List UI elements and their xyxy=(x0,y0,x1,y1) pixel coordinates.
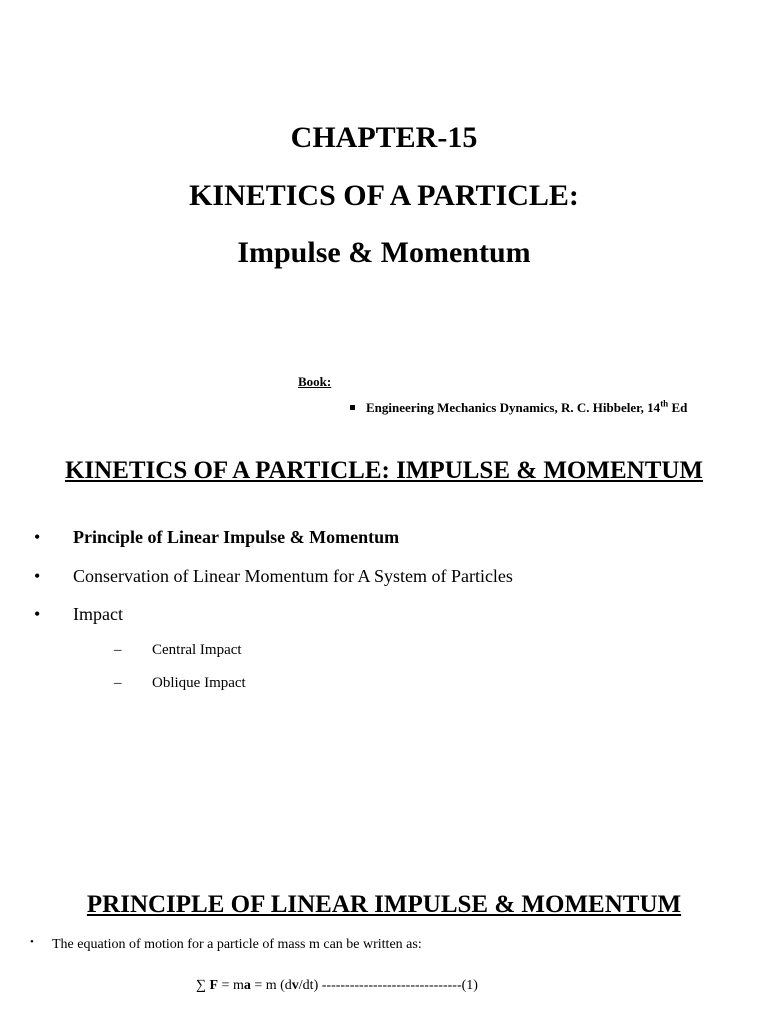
bullet-icon: • xyxy=(34,604,41,624)
dash-icon: – xyxy=(114,675,122,691)
acceleration-symbol: a xyxy=(243,978,251,993)
chapter-number: CHAPTER-15 xyxy=(290,121,478,154)
book-entry-sup: th xyxy=(660,398,669,409)
bullet-icon: • xyxy=(30,936,34,948)
body-text: The equation of motion for a particle of mass m can be written as: xyxy=(52,937,422,952)
bullet-icon: • xyxy=(34,527,41,547)
bullet-icon: • xyxy=(34,566,41,586)
equation-part: = m xyxy=(218,978,244,993)
topic-item: Principle of Linear Impulse & Momentum xyxy=(73,527,400,547)
equation-part: = m (d xyxy=(250,978,292,993)
equation-1 xyxy=(196,978,478,994)
book-entry-suffix: Ed xyxy=(668,400,688,415)
subtopic-item: Central Impact xyxy=(152,642,242,658)
topic-item: Impact xyxy=(73,604,123,624)
force-symbol: F xyxy=(209,978,219,993)
chapter-subtitle: Impulse & Momentum xyxy=(237,236,531,269)
equation-part: /dt) ------------------------------(1) xyxy=(298,978,478,993)
dash-icon: – xyxy=(114,642,122,658)
velocity-symbol: v xyxy=(291,978,299,993)
section-heading-principle: PRINCIPLE OF LINEAR IMPULSE & MOMENTUM xyxy=(86,891,682,918)
subtopic-item: Oblique Impact xyxy=(152,675,246,691)
chapter-title: KINETICS OF A PARTICLE: xyxy=(189,179,579,212)
topic-item: Conservation of Linear Momentum for A System of Particles xyxy=(73,566,513,586)
book-label: Book: xyxy=(298,374,332,389)
sum-symbol: ∑ xyxy=(196,978,210,993)
book-entry-text: Engineering Mechanics Dynamics, R. C. Hibbeler, 14 xyxy=(366,400,661,415)
square-bullet-icon xyxy=(350,405,355,410)
section-heading-kinetics: KINETICS OF A PARTICLE: IMPULSE & MOMENTUM xyxy=(64,457,704,484)
book-entry xyxy=(350,400,687,416)
